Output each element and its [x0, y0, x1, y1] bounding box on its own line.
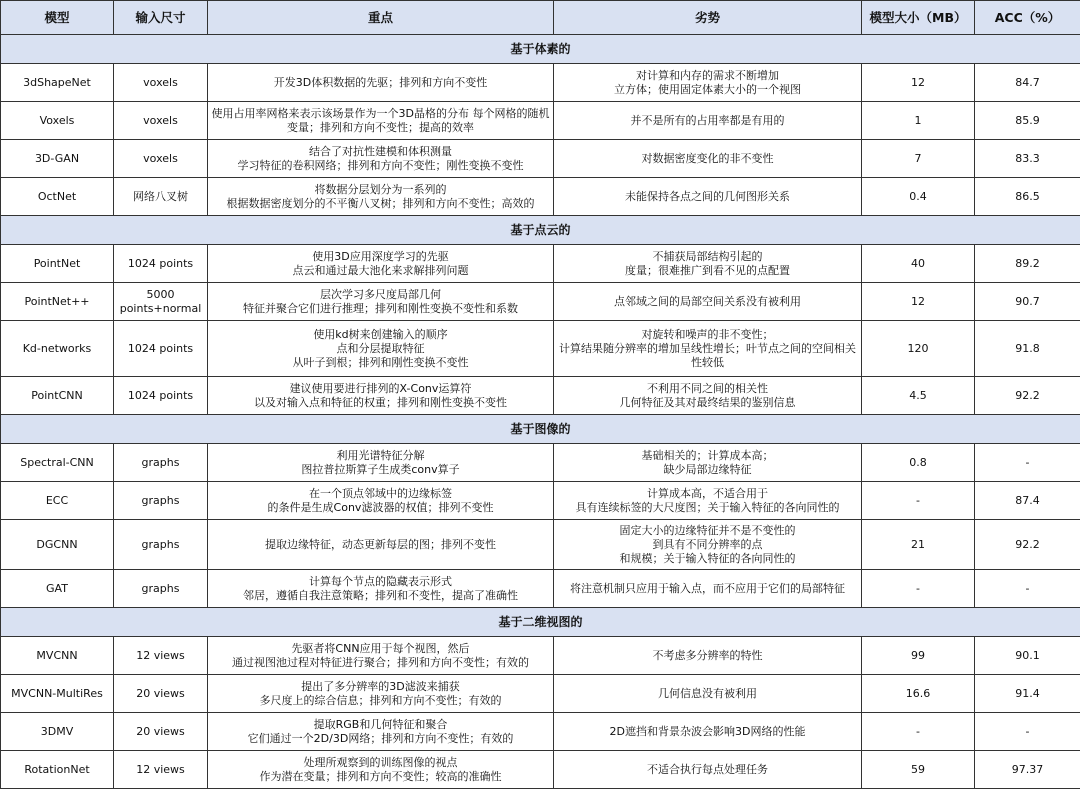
input-size-cell: 5000 points+normal — [114, 283, 208, 321]
weakness-cell: 几何信息没有被利用 — [554, 675, 862, 713]
model-size-cell: - — [862, 482, 975, 520]
model-size-cell: 16.6 — [862, 675, 975, 713]
section-title: 基于体素的 — [1, 35, 1080, 64]
focus-cell: 提出了多分辨率的3D滤波来捕获 多尺度上的综合信息；排列和方向不变性；有效的 — [208, 675, 554, 713]
header-model: 模型 — [1, 1, 114, 35]
header-input-size: 输入尺寸 — [114, 1, 208, 35]
focus-cell: 处理所观察到的训练图像的视点 作为潜在变量；排列和方向不变性；较高的准确性 — [208, 751, 554, 789]
acc-cell: 86.5 — [975, 178, 1080, 216]
model-size-cell: 120 — [862, 321, 975, 377]
weakness-cell: 不利用不同之间的相关性 几何特征及其对最终结果的鉴别信息 — [554, 377, 862, 415]
table-row — [1, 140, 1080, 178]
acc-cell: 83.3 — [975, 140, 1080, 178]
table-row — [1, 377, 1080, 415]
acc-cell: 89.2 — [975, 245, 1080, 283]
acc-cell: - — [975, 570, 1080, 608]
model-cell: Spectral-CNN — [1, 444, 114, 482]
table-row — [1, 283, 1080, 321]
input-size-cell: voxels — [114, 64, 208, 102]
weakness-cell: 并不是所有的占用率都是有用的 — [554, 102, 862, 140]
input-size-cell: 1024 points — [114, 321, 208, 377]
section-title: 基于图像的 — [1, 415, 1080, 444]
table-row — [1, 321, 1080, 377]
input-size-cell: voxels — [114, 102, 208, 140]
acc-cell: 91.8 — [975, 321, 1080, 377]
acc-cell: - — [975, 713, 1080, 751]
model-cell: RotationNet — [1, 751, 114, 789]
weakness-cell: 对数据密度变化的非不变性 — [554, 140, 862, 178]
acc-cell: - — [975, 444, 1080, 482]
model-cell: ECC — [1, 482, 114, 520]
weakness-cell: 点邻域之间的局部空间关系没有被利用 — [554, 283, 862, 321]
input-size-cell: 12 views — [114, 637, 208, 675]
acc-cell: 92.2 — [975, 520, 1080, 570]
section-title: 基于点云的 — [1, 216, 1080, 245]
weakness-cell: 2D遮挡和背景杂波会影响3D网络的性能 — [554, 713, 862, 751]
input-size-cell: 12 views — [114, 751, 208, 789]
weakness-cell: 未能保持各点之间的几何图形关系 — [554, 178, 862, 216]
focus-cell: 使用占用率网格来表示该场景作为一个3D晶格的分布 每个网格的随机 变量；排列和方向不变性；提高的效率 — [208, 102, 554, 140]
model-cell: 3DMV — [1, 713, 114, 751]
input-size-cell: 20 views — [114, 675, 208, 713]
focus-cell: 使用kd树来创建输入的顺序 点和分层提取特征 从叶子到根；排列和刚性变换不变性 — [208, 321, 554, 377]
header-weakness: 劣势 — [554, 1, 862, 35]
model-cell: PointNet++ — [1, 283, 114, 321]
model-cell: MVCNN — [1, 637, 114, 675]
focus-cell: 提取边缘特征，动态更新每层的图；排列不变性 — [208, 520, 554, 570]
model-cell: DGCNN — [1, 520, 114, 570]
weakness-cell: 固定大小的边缘特征并不是不变性的 到具有不同分辨率的点 和规模；关于输入特征的各向同性的 — [554, 520, 862, 570]
table-row — [1, 637, 1080, 675]
input-size-cell: graphs — [114, 482, 208, 520]
focus-cell: 计算每个节点的隐藏表示形式 邻居，遵循自我注意策略；排列和不变性，提高了准确性 — [208, 570, 554, 608]
header-row — [1, 1, 1080, 35]
table-row — [1, 482, 1080, 520]
focus-cell: 利用光谱特征分解 图拉普拉斯算子生成类conv算子 — [208, 444, 554, 482]
section-row — [1, 415, 1080, 444]
model-size-cell: - — [862, 570, 975, 608]
focus-cell: 层次学习多尺度局部几何 特征并聚合它们进行推理；排列和刚性变换不变性和系数 — [208, 283, 554, 321]
focus-cell: 先驱者将CNN应用于每个视图，然后 通过视图池过程对特征进行聚合；排列和方向不变性；有效的 — [208, 637, 554, 675]
model-size-cell: 99 — [862, 637, 975, 675]
model-cell: PointNet — [1, 245, 114, 283]
model-size-cell: 21 — [862, 520, 975, 570]
model-cell: Kd-networks — [1, 321, 114, 377]
weakness-cell: 不考虑多分辨率的特性 — [554, 637, 862, 675]
section-row — [1, 216, 1080, 245]
input-size-cell: 1024 points — [114, 377, 208, 415]
model-size-cell: 0.8 — [862, 444, 975, 482]
focus-cell: 将数据分层划分为一系列的 根据数据密度划分的不平衡八叉树；排列和方向不变性；高效的 — [208, 178, 554, 216]
focus-cell: 建议使用要进行排列的X-Conv运算符 以及对输入点和特征的权重；排列和刚性变换不变性 — [208, 377, 554, 415]
input-size-cell: 20 views — [114, 713, 208, 751]
header-acc: ACC（%） — [975, 1, 1080, 35]
input-size-cell: voxels — [114, 140, 208, 178]
input-size-cell: graphs — [114, 444, 208, 482]
table-row — [1, 178, 1080, 216]
table-row — [1, 520, 1080, 570]
acc-cell: 85.9 — [975, 102, 1080, 140]
input-size-cell: graphs — [114, 520, 208, 570]
weakness-cell: 不捕获局部结构引起的 度量；很难推广到看不见的点配置 — [554, 245, 862, 283]
section-title: 基于二维视图的 — [1, 608, 1080, 637]
model-cell: PointCNN — [1, 377, 114, 415]
header-focus: 重点 — [208, 1, 554, 35]
model-size-cell: 40 — [862, 245, 975, 283]
model-size-cell: 7 — [862, 140, 975, 178]
focus-cell: 结合了对抗性建模和体积测量 学习特征的卷积网络；排列和方向不变性；刚性变换不变性 — [208, 140, 554, 178]
model-size-cell: 12 — [862, 64, 975, 102]
focus-cell: 开发3D体积数据的先驱；排列和方向不变性 — [208, 64, 554, 102]
model-cell: MVCNN-MultiRes — [1, 675, 114, 713]
table-row — [1, 444, 1080, 482]
section-row — [1, 608, 1080, 637]
table-row — [1, 751, 1080, 789]
table-row — [1, 64, 1080, 102]
acc-cell: 97.37 — [975, 751, 1080, 789]
acc-cell: 87.4 — [975, 482, 1080, 520]
model-cell: GAT — [1, 570, 114, 608]
weakness-cell: 基础相关的；计算成本高； 缺少局部边缘特征 — [554, 444, 862, 482]
model-size-cell: 4.5 — [862, 377, 975, 415]
table-row — [1, 675, 1080, 713]
weakness-cell: 不适合执行每点处理任务 — [554, 751, 862, 789]
header-model-size: 模型大小（MB） — [862, 1, 975, 35]
acc-cell: 90.1 — [975, 637, 1080, 675]
focus-cell: 提取RGB和几何特征和聚合 它们通过一个2D/3D网络；排列和方向不变性；有效的 — [208, 713, 554, 751]
acc-cell: 91.4 — [975, 675, 1080, 713]
focus-cell: 使用3D应用深度学习的先驱 点云和通过最大池化来求解排列问题 — [208, 245, 554, 283]
table-row — [1, 245, 1080, 283]
model-cell: 3D-GAN — [1, 140, 114, 178]
model-cell: 3dShapeNet — [1, 64, 114, 102]
input-size-cell: graphs — [114, 570, 208, 608]
model-size-cell: - — [862, 713, 975, 751]
acc-cell: 92.2 — [975, 377, 1080, 415]
input-size-cell: 网络八叉树 — [114, 178, 208, 216]
table-row — [1, 713, 1080, 751]
focus-cell: 在一个顶点邻域中的边缘标签 的条件是生成Conv滤波器的权值；排列不变性 — [208, 482, 554, 520]
section-row — [1, 35, 1080, 64]
model-size-cell: 0.4 — [862, 178, 975, 216]
model-size-cell: 59 — [862, 751, 975, 789]
model-cell: Voxels — [1, 102, 114, 140]
weakness-cell: 对计算和内存的需求不断增加 立方体；使用固定体素大小的一个视图 — [554, 64, 862, 102]
weakness-cell: 对旋转和噪声的非不变性； 计算结果随分辨率的增加呈线性增长；叶节点之间的空间相关 性较低 — [554, 321, 862, 377]
acc-cell: 90.7 — [975, 283, 1080, 321]
model-size-cell: 1 — [862, 102, 975, 140]
acc-cell: 84.7 — [975, 64, 1080, 102]
table-row — [1, 570, 1080, 608]
weakness-cell: 计算成本高，不适合用于 具有连续标签的大尺度图；关于输入特征的各向同性的 — [554, 482, 862, 520]
model-cell: OctNet — [1, 178, 114, 216]
table-row — [1, 102, 1080, 140]
weakness-cell: 将注意机制只应用于输入点，而不应用于它们的局部特征 — [554, 570, 862, 608]
input-size-cell: 1024 points — [114, 245, 208, 283]
model-size-cell: 12 — [862, 283, 975, 321]
